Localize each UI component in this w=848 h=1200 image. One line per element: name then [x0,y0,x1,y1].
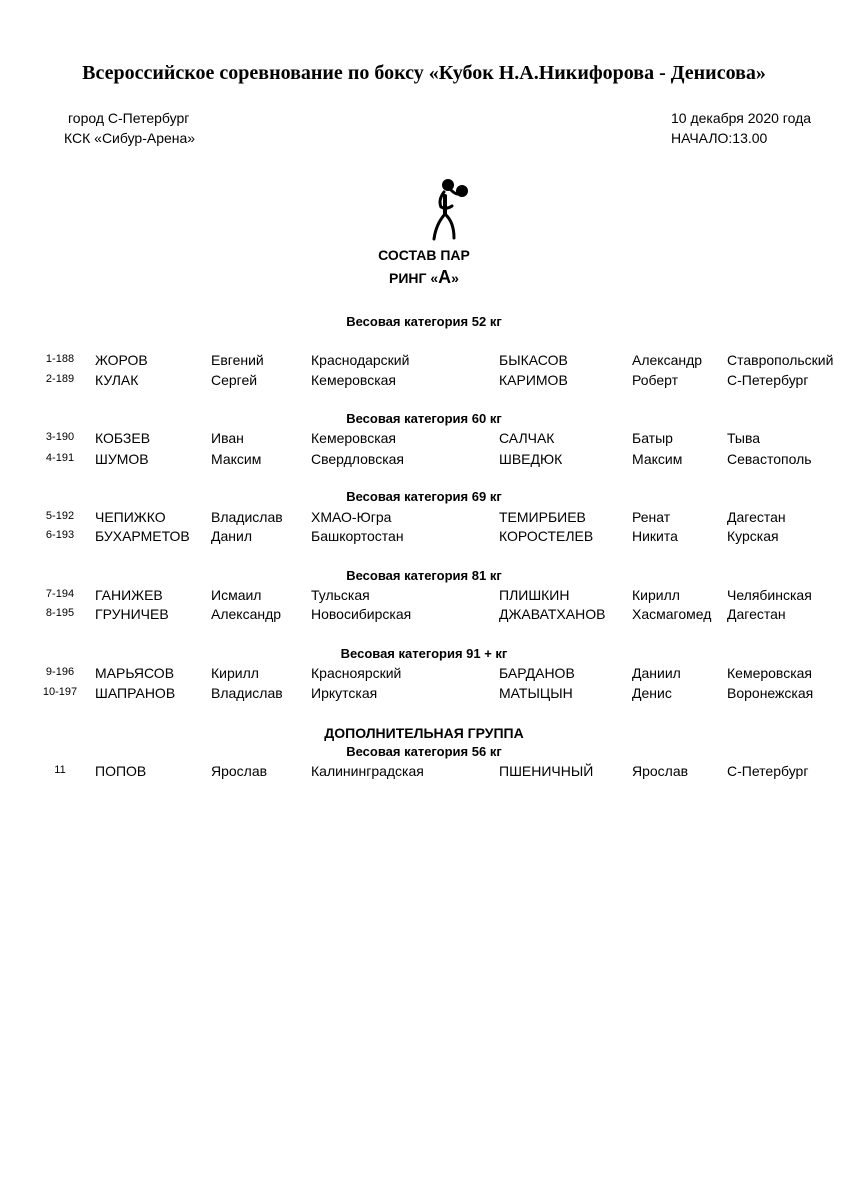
blue-region: С-Петербург [727,372,809,388]
red-first-name: Сергей [211,372,258,388]
red-first-name: Евгений [211,352,264,368]
red-last-name: ГАНИЖЕВ [95,587,163,603]
category-title: Весовая категория 81 кг [346,568,502,583]
bout-number: 9-196 [45,666,75,678]
bout-row [0,451,848,471]
bout-number: 11 [54,764,66,776]
bout-number: 5-192 [45,510,75,522]
category-title: Весовая категория 56 кг [346,744,502,759]
bout-row [0,372,848,392]
bout-row [0,685,848,705]
bout-number: 10-197 [42,686,78,698]
blue-first-name: Батыр [632,430,673,446]
blue-region: Дагестан [727,509,786,525]
blue-region: Челябинская [727,587,812,603]
red-region: Новосибирская [311,606,412,622]
blue-region: Ставропольский [727,352,834,368]
bout-number: 2-189 [45,373,75,385]
red-region: ХМАО-Югра [311,509,392,525]
bout-row [0,528,848,548]
blue-last-name: ДЖАВАТХАНОВ [499,606,606,622]
blue-region: Севастополь [727,451,812,467]
red-last-name: ПОПОВ [95,763,147,779]
blue-first-name: Александр [632,352,703,368]
blue-region: Кемеровская [727,665,813,681]
red-last-name: МАРЬЯСОВ [95,665,175,681]
red-last-name: ЖОРОВ [95,352,148,368]
bout-row [0,665,848,685]
ring-label: РИНГ « [389,270,439,286]
bout-row [0,430,848,450]
bout-row [0,763,848,783]
bout-number: 3-190 [45,431,75,443]
ring-close: » [451,270,459,286]
bout-number: 6-193 [45,529,75,541]
blue-region: С-Петербург [727,763,809,779]
document-title: Всероссийское соревнование по боксу «Кубок Н.А.Никифорова - Денисова» [82,62,766,84]
category-title: Весовая категория 52 кг [346,314,502,329]
ring-heading [0,267,848,288]
red-last-name: ГРУНИЧЕВ [95,606,169,622]
blue-last-name: БАРДАНОВ [499,665,575,681]
red-region: Иркутская [311,685,378,701]
blue-region: Тыва [727,430,761,446]
red-region: Краснодарский [311,352,410,368]
red-first-name: Иван [211,430,244,446]
red-region: Тульская [311,587,370,603]
red-last-name: КОБЗЕВ [95,430,151,446]
blue-last-name: ТЕМИРБИЕВ [499,509,586,525]
red-region: Калининградская [311,763,424,779]
date-text: 10 декабря 2020 года [671,110,812,126]
blue-last-name: КАРИМОВ [499,372,568,388]
red-first-name: Владислав [211,509,283,525]
bout-number: 8-195 [45,607,75,619]
blue-first-name: Никита [632,528,678,544]
bout-row [0,509,848,529]
red-first-name: Кирилл [211,665,259,681]
red-first-name: Ярослав [211,763,268,779]
red-region: Кемеровская [311,372,397,388]
red-first-name: Максим [211,451,262,467]
bout-row [0,587,848,607]
category-title: Весовая категория 69 кг [346,489,502,504]
blue-last-name: ШВЕДЮК [499,451,563,467]
bout-number: 4-191 [45,452,75,464]
blue-first-name: Максим [632,451,683,467]
event-info-block [671,108,811,148]
blue-last-name: МАТЫЦЫН [499,685,573,701]
red-last-name: БУХАРМЕТОВ [95,528,190,544]
location-block [64,108,195,148]
start-time-text: НАЧАЛО:13.00 [671,130,768,146]
blue-last-name: САЛЧАК [499,430,555,446]
red-first-name: Исмаил [211,587,262,603]
boxer-icon [424,176,474,242]
red-region: Кемеровская [311,430,397,446]
blue-region: Воронежская [727,685,814,701]
red-first-name: Данил [211,528,252,544]
red-last-name: ЧЕПИЖКО [95,509,166,525]
blue-first-name: Ренат [632,509,671,525]
red-first-name: Александр [211,606,282,622]
blue-last-name: КОРОСТЕЛЕВ [499,528,594,544]
blue-last-name: БЫКАСОВ [499,352,568,368]
blue-last-name: ПЛИШКИН [499,587,570,603]
red-region: Башкортостан [311,528,404,544]
blue-first-name: Хасмагомед [632,606,712,622]
bout-row [0,352,848,372]
blue-region: Дагестан [727,606,786,622]
bout-number: 1-188 [45,353,75,365]
blue-first-name: Кирилл [632,587,680,603]
blue-first-name: Ярослав [632,763,689,779]
red-region: Свердловская [311,451,405,467]
blue-first-name: Денис [632,685,672,701]
red-first-name: Владислав [211,685,283,701]
category-title: Весовая категория 91 + кг [340,646,508,661]
blue-first-name: Роберт [632,372,679,388]
red-region: Красноярский [311,665,402,681]
bout-row [0,606,848,626]
pairs-heading: СОСТАВ ПАР [378,247,470,263]
blue-region: Курская [727,528,779,544]
red-last-name: ШУМОВ [95,451,149,467]
category-title: Весовая категория 60 кг [346,411,502,426]
extra-group-title: ДОПОЛНИТЕЛЬНАЯ ГРУППА [324,725,524,741]
city-text: город С-Петербург [68,110,190,126]
blue-first-name: Даниил [632,665,681,681]
red-last-name: КУЛАК [95,372,139,388]
ring-letter: А [438,267,452,287]
bout-number: 7-194 [45,588,75,600]
venue-text: КСК «Сибур-Арена» [64,130,196,146]
red-last-name: ШАПРАНОВ [95,685,176,701]
blue-last-name: ПШЕНИЧНЫЙ [499,763,594,779]
